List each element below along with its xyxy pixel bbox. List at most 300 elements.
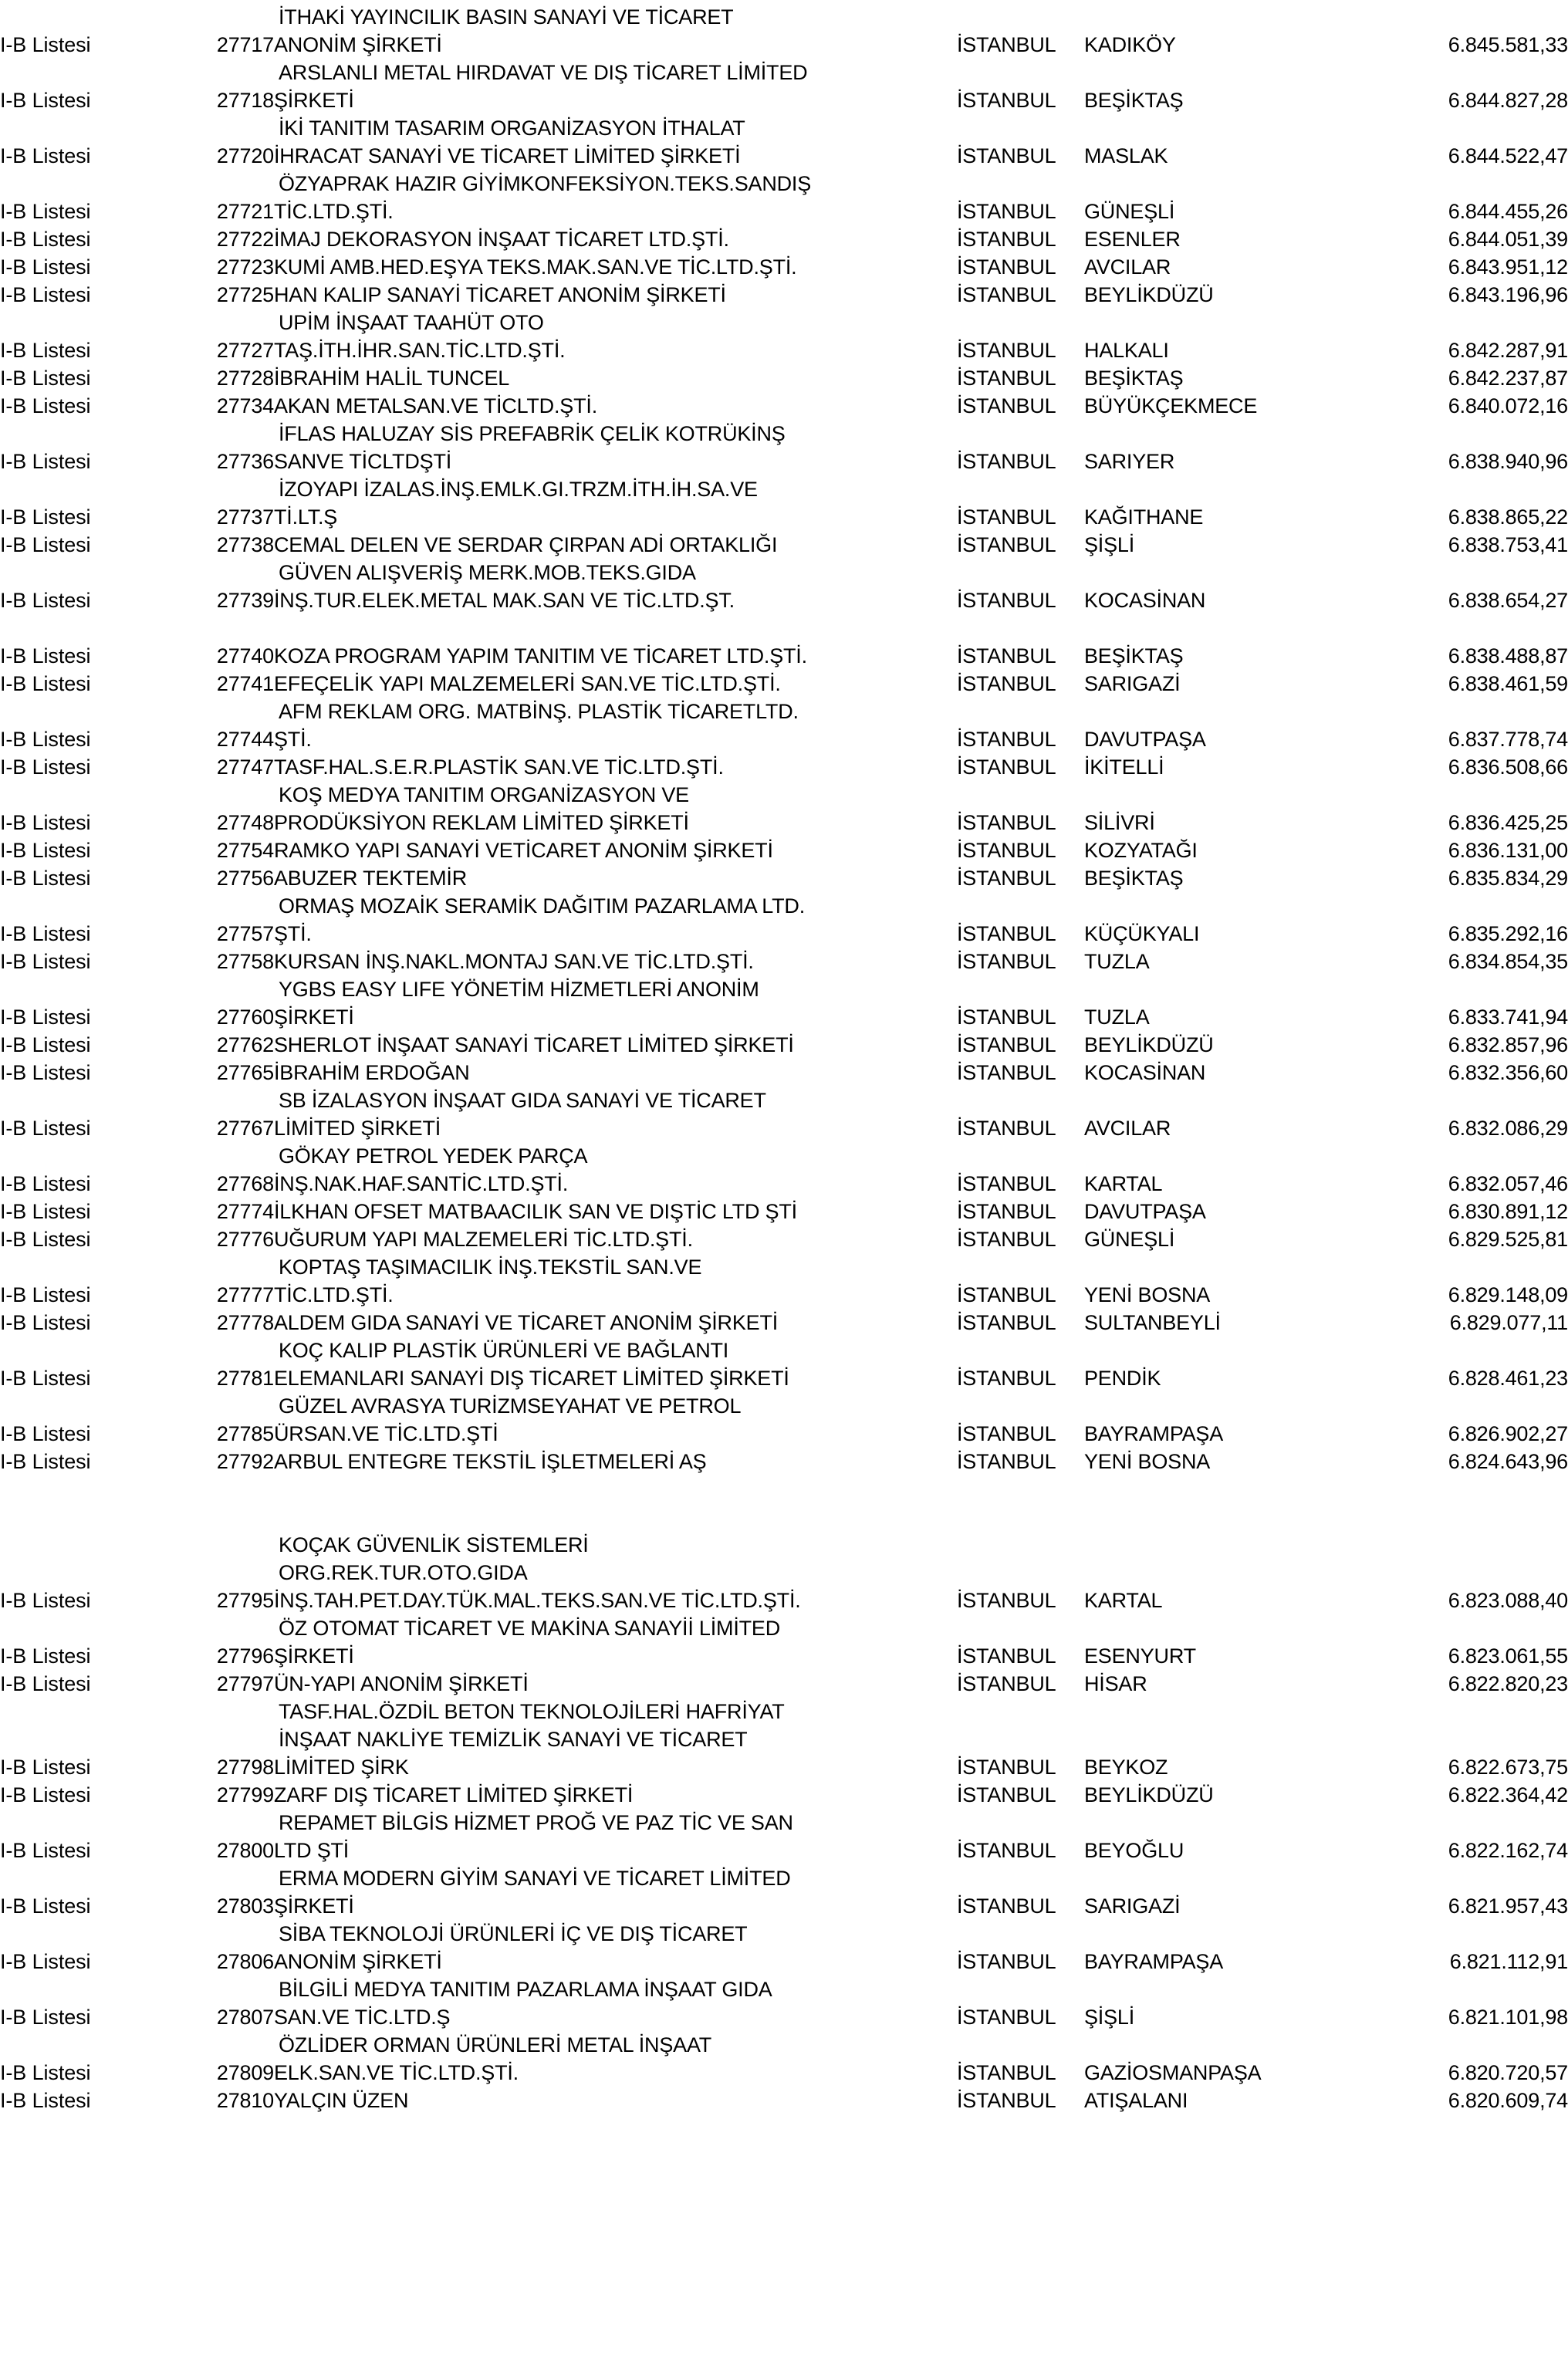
debt-amount: 6.829.148,09 xyxy=(1448,1283,1568,1306)
debt-amount: 6.835.834,29 xyxy=(1448,867,1568,890)
debt-amount: 6.826.902,27 xyxy=(1448,1422,1568,1445)
debt-amount: 6.833.741,94 xyxy=(1448,1005,1568,1029)
table-row-continuation xyxy=(0,1861,1568,1889)
city-name: İSTANBUL xyxy=(957,839,1056,862)
district-name: DAVUTPAŞA xyxy=(1084,728,1206,751)
company-name: AKAN METALSAN.VE TİCLTD.ŞTİ. xyxy=(274,394,597,417)
company-name-continuation: İNŞAAT NAKLİYE TEMİZLİK SANAYİ VE TİCARET xyxy=(279,1728,748,1751)
spacer-cell xyxy=(170,1917,185,1945)
list-label-empty xyxy=(0,1917,170,1945)
debt-amount: 6.838.461,59 xyxy=(1448,672,1568,695)
sequence-number: 27810 xyxy=(216,2089,274,2112)
city-name: İSTANBUL xyxy=(957,144,1056,167)
table-row xyxy=(0,278,1568,306)
city-empty xyxy=(957,306,1084,333)
city-empty xyxy=(957,56,1084,83)
list-label-empty xyxy=(0,1972,170,2000)
city-name: İSTANBUL xyxy=(957,1450,1056,1473)
spacer-row xyxy=(0,611,1568,639)
spacer-cell xyxy=(170,1333,185,1361)
district-name: SARIYER xyxy=(1084,450,1175,473)
company-name: ŞİRKETİ xyxy=(274,1894,354,1918)
spacer-cell xyxy=(170,0,185,28)
table-row xyxy=(0,583,1568,611)
district-name: GÜNEŞLİ xyxy=(1084,1228,1175,1251)
debt-amount: 6.838.940,96 xyxy=(1448,450,1568,473)
sequence-number: 27807 xyxy=(216,2006,274,2029)
city-name: İSTANBUL xyxy=(957,1644,1056,1668)
debt-amount: 6.822.820,23 xyxy=(1448,1672,1568,1695)
table-row xyxy=(0,1833,1568,1861)
city-name: İSTANBUL xyxy=(957,589,1056,612)
list-label: I-B Listesi xyxy=(0,283,91,306)
spacer-cell xyxy=(170,1972,185,2000)
spacer-cell xyxy=(170,83,185,111)
district-name: GAZİOSMANPAŞA xyxy=(1084,2061,1262,2084)
district-name: AVCILAR xyxy=(1084,255,1171,279)
company-name-continuation: YGBS EASY LIFE YÖNETİM HİZMETLERİ ANONİM xyxy=(279,978,759,1001)
spacer-cell xyxy=(170,1389,185,1417)
district-empty xyxy=(1084,1139,1316,1167)
spacer-cell xyxy=(170,1000,185,1028)
district-name: BÜYÜKÇEKMECE xyxy=(1084,394,1258,417)
company-name: ZARF DIŞ TİCARET LİMİTED ŞİRKETİ xyxy=(274,1783,634,1806)
list-label: I-B Listesi xyxy=(0,533,91,556)
table-row xyxy=(0,1195,1568,1222)
amount-empty xyxy=(1316,1722,1568,1750)
spacer-cell xyxy=(170,250,185,278)
city-name: İSTANBUL xyxy=(957,1117,1056,1140)
table-row-continuation xyxy=(0,1611,1568,1639)
list-label: I-B Listesi xyxy=(0,755,91,779)
list-label-empty xyxy=(0,1250,170,1278)
city-name: İSTANBUL xyxy=(957,1422,1056,1445)
spacer-cell xyxy=(170,1695,185,1722)
list-label-empty xyxy=(0,111,170,139)
table-row-continuation xyxy=(0,1083,1568,1111)
amount-empty xyxy=(1316,695,1568,722)
city-name: İSTANBUL xyxy=(957,1894,1056,1918)
sequence-number-empty xyxy=(185,1389,274,1417)
sequence-number-empty xyxy=(185,1695,274,1722)
table-row-continuation xyxy=(0,695,1568,722)
sequence-number-empty xyxy=(185,695,274,722)
spacer-cell xyxy=(170,1639,185,1667)
sequence-number: 27758 xyxy=(216,950,274,973)
city-name: İSTANBUL xyxy=(957,672,1056,695)
district-name: YENİ BOSNA xyxy=(1084,1450,1211,1473)
company-name-continuation: BİLGİLİ MEDYA TANITIM PAZARLAMA İNŞAAT GIDA xyxy=(279,1978,772,2001)
district-name: SARIGAZİ xyxy=(1084,1894,1181,1918)
city-name: İSTANBUL xyxy=(957,1783,1056,1806)
table-row-continuation xyxy=(0,472,1568,500)
city-empty xyxy=(957,1861,1084,1889)
list-label: I-B Listesi xyxy=(0,922,91,945)
sequence-number: 27722 xyxy=(216,228,274,251)
amount-empty xyxy=(1316,889,1568,917)
sequence-number: 27785 xyxy=(216,1422,274,1445)
city-name: İSTANBUL xyxy=(957,867,1056,890)
city-name: İSTANBUL xyxy=(957,2061,1056,2084)
company-name: ŞTİ. xyxy=(274,922,312,945)
city-name: İSTANBUL xyxy=(957,200,1056,223)
district-name: BEYLİKDÜZÜ xyxy=(1084,1783,1214,1806)
list-label: I-B Listesi xyxy=(0,867,91,890)
spacer-cell xyxy=(170,444,185,472)
company-name: TİC.LTD.ŞTİ. xyxy=(274,1283,394,1306)
table-row xyxy=(0,806,1568,833)
company-name: ŞTİ. xyxy=(274,728,312,751)
list-label: I-B Listesi xyxy=(0,1367,91,1390)
debt-amount: 6.832.857,96 xyxy=(1448,1033,1568,1056)
city-name: İSTANBUL xyxy=(957,339,1056,362)
district-name: BEYLİKDÜZÜ xyxy=(1084,283,1214,306)
sequence-number: 27806 xyxy=(216,1950,274,1973)
district-empty xyxy=(1084,306,1316,333)
spacer-cell xyxy=(170,1167,185,1195)
table-row-continuation xyxy=(0,2028,1568,2056)
spacer-row xyxy=(0,1472,1568,1500)
city-empty xyxy=(957,1695,1084,1722)
amount-empty xyxy=(1316,1139,1568,1167)
company-name-continuation: ARSLANLI METAL HIRDAVAT VE DIŞ TİCARET LİMİTED xyxy=(279,61,808,84)
company-name: SHERLOT İNŞAAT SANAYİ TİCARET LİMİTED ŞİRKETİ xyxy=(274,1033,794,1056)
debt-amount: 6.829.077,11 xyxy=(1449,1311,1568,1334)
spacer-cell xyxy=(170,1056,185,1083)
spacer-cell xyxy=(170,1667,185,1695)
debt-amount: 6.823.088,40 xyxy=(1448,1589,1568,1612)
table-row xyxy=(0,139,1568,167)
debt-amount: 6.820.609,74 xyxy=(1448,2089,1568,2112)
debt-amount: 6.836.508,66 xyxy=(1448,755,1568,779)
district-empty xyxy=(1084,1083,1316,1111)
spacer-cell xyxy=(170,1028,185,1056)
company-name: CEMAL DELEN VE SERDAR ÇIRPAN ADİ ORTAKLIĞI xyxy=(274,533,778,556)
table-row xyxy=(0,333,1568,361)
spacer-cell xyxy=(170,556,185,583)
company-name-continuation: İKİ TANITIM TASARIM ORGANİZASYON İTHALAT xyxy=(279,117,745,140)
company-name: İNŞ.TAH.PET.DAY.TÜK.MAL.TEKS.SAN.VE TİC.LTD.ŞTİ. xyxy=(274,1589,801,1612)
spacer-cell xyxy=(170,222,185,250)
spacer-cell xyxy=(0,611,1568,639)
spacer-cell xyxy=(170,278,185,306)
company-name-continuation: KOŞ MEDYA TANITIM ORGANİZASYON VE xyxy=(279,783,689,806)
list-label-empty xyxy=(0,2028,170,2056)
table-row-continuation xyxy=(0,1528,1568,1556)
list-label-empty xyxy=(0,889,170,917)
sequence-number: 27757 xyxy=(216,922,274,945)
sequence-number: 27762 xyxy=(216,1033,274,1056)
district-empty xyxy=(1084,1861,1316,1889)
debt-amount: 6.844.051,39 xyxy=(1448,228,1568,251)
list-label: I-B Listesi xyxy=(0,1950,91,1973)
spacer-cell xyxy=(170,194,185,222)
debt-amount: 6.844.827,28 xyxy=(1448,89,1568,112)
amount-empty xyxy=(1316,1972,1568,2000)
list-label-empty xyxy=(0,1611,170,1639)
sequence-number: 27721 xyxy=(216,200,274,223)
list-label: I-B Listesi xyxy=(0,1589,91,1612)
list-label: I-B Listesi xyxy=(0,1839,91,1862)
city-empty xyxy=(957,889,1084,917)
list-label: I-B Listesi xyxy=(0,1283,91,1306)
list-label: I-B Listesi xyxy=(0,505,91,529)
sequence-number-empty xyxy=(185,111,274,139)
company-name: KURSAN İNŞ.NAKL.MONTAJ SAN.VE TİC.LTD.ŞTİ. xyxy=(274,950,754,973)
district-empty xyxy=(1084,1528,1316,1556)
district-name: AVCILAR xyxy=(1084,1117,1171,1140)
sequence-number: 27796 xyxy=(216,1644,274,1668)
sequence-number-empty xyxy=(185,1806,274,1833)
city-name: İSTANBUL xyxy=(957,228,1056,251)
table-row xyxy=(0,83,1568,111)
company-name-continuation: AFM REKLAM ORG. MATBİNŞ. PLASTİK TİCARETLTD. xyxy=(279,700,799,723)
amount-empty xyxy=(1316,972,1568,1000)
company-name: Tİ.LT.Ş xyxy=(274,505,338,529)
table-row xyxy=(0,833,1568,861)
table-row xyxy=(0,1111,1568,1139)
district-name: DAVUTPAŞA xyxy=(1084,1200,1206,1223)
city-name: İSTANBUL xyxy=(957,1756,1056,1779)
company-name-continuation: UPİM İNŞAAT TAAHÜT OTO xyxy=(279,311,544,334)
spacer-cell xyxy=(170,1306,185,1333)
city-name: İSTANBUL xyxy=(957,1839,1056,1862)
city-name: İSTANBUL xyxy=(957,2006,1056,2029)
company-name-continuation: ERMA MODERN GİYİM SANAYİ VE TİCARET LİMİTED xyxy=(279,1867,791,1890)
table-row-continuation xyxy=(0,56,1568,83)
debt-amount: 6.832.086,29 xyxy=(1448,1117,1568,1140)
city-empty xyxy=(957,556,1084,583)
sequence-number-empty xyxy=(185,1861,274,1889)
company-name: ELK.SAN.VE TİC.LTD.ŞTİ. xyxy=(274,2061,519,2084)
city-empty xyxy=(957,1611,1084,1639)
debt-amount: 6.823.061,55 xyxy=(1448,1644,1568,1668)
district-name: KARTAL xyxy=(1084,1172,1163,1195)
district-empty xyxy=(1084,167,1316,194)
list-label: I-B Listesi xyxy=(0,144,91,167)
list-label: I-B Listesi xyxy=(0,255,91,279)
sequence-number: 27803 xyxy=(216,1894,274,1918)
sequence-number-empty xyxy=(185,972,274,1000)
district-name: KOCASİNAN xyxy=(1084,589,1206,612)
table-row-continuation xyxy=(0,417,1568,444)
list-label: I-B Listesi xyxy=(0,1672,91,1695)
table-row-continuation xyxy=(0,1917,1568,1945)
spacer-cell xyxy=(170,2084,185,2111)
company-name-continuation: İTHAKİ YAYINCILIK BASIN SANAYİ VE TİCARET xyxy=(279,5,734,29)
spacer-row xyxy=(0,1500,1568,1528)
city-empty xyxy=(957,695,1084,722)
company-name-continuation: TASF.HAL.ÖZDİL BETON TEKNOLOJİLERİ HAFRİYAT xyxy=(279,1700,785,1723)
list-label-empty xyxy=(0,1806,170,1833)
district-name: BEYKOZ xyxy=(1084,1756,1168,1779)
list-label: I-B Listesi xyxy=(0,1422,91,1445)
spacer-cell xyxy=(170,972,185,1000)
sequence-number: 27756 xyxy=(216,867,274,890)
spacer-cell xyxy=(170,167,185,194)
list-label: I-B Listesi xyxy=(0,811,91,834)
city-name: İSTANBUL xyxy=(957,89,1056,112)
spacer-cell xyxy=(170,778,185,806)
district-name: KARTAL xyxy=(1084,1589,1163,1612)
list-label-empty xyxy=(0,778,170,806)
district-empty xyxy=(1084,1917,1316,1945)
sequence-number: 27767 xyxy=(216,1117,274,1140)
sequence-number-empty xyxy=(185,889,274,917)
table-row xyxy=(0,1167,1568,1195)
district-name: ŞİŞLİ xyxy=(1084,2006,1135,2029)
list-label-empty xyxy=(0,167,170,194)
city-name: İSTANBUL xyxy=(957,728,1056,751)
spacer-cell xyxy=(170,306,185,333)
debt-amount: 6.832.356,60 xyxy=(1448,1061,1568,1084)
spacer-cell xyxy=(170,1222,185,1250)
district-name: TUZLA xyxy=(1084,950,1150,973)
table-row xyxy=(0,1278,1568,1306)
city-name: İSTANBUL xyxy=(957,1061,1056,1084)
city-name: İSTANBUL xyxy=(957,922,1056,945)
table-row-continuation xyxy=(0,1139,1568,1167)
table-row xyxy=(0,667,1568,695)
spacer-cell xyxy=(170,361,185,389)
table-row xyxy=(0,194,1568,222)
company-name-continuation: REPAMET BİLGİS HİZMET PROĞ VE PAZ TİC VE SAN xyxy=(279,1811,793,1834)
debt-amount: 6.836.425,25 xyxy=(1448,811,1568,834)
spacer-cell xyxy=(170,1083,185,1111)
debt-amount: 6.838.753,41 xyxy=(1448,533,1568,556)
district-name: KOCASİNAN xyxy=(1084,1061,1206,1084)
debt-amount: 6.824.643,96 xyxy=(1448,1450,1568,1473)
table-row-continuation xyxy=(0,167,1568,194)
city-name: İSTANBUL xyxy=(957,1311,1056,1334)
amount-empty xyxy=(1316,1333,1568,1361)
debt-amount: 6.821.101,98 xyxy=(1448,2006,1568,2029)
table-row-continuation xyxy=(0,111,1568,139)
city-empty xyxy=(957,2028,1084,2056)
city-name: İSTANBUL xyxy=(957,33,1056,56)
list-label-empty xyxy=(0,0,170,28)
list-label: I-B Listesi xyxy=(0,589,91,612)
district-name: BEŞİKTAŞ xyxy=(1084,89,1184,112)
amount-empty xyxy=(1316,778,1568,806)
sequence-number: 27765 xyxy=(216,1061,274,1084)
sequence-number-empty xyxy=(185,1083,274,1111)
city-name: İSTANBUL xyxy=(957,1228,1056,1251)
amount-empty xyxy=(1316,0,1568,28)
sequence-number: 27795 xyxy=(216,1589,274,1612)
city-empty xyxy=(957,1139,1084,1167)
district-name: BEŞİKTAŞ xyxy=(1084,367,1184,390)
company-name: ÜRSAN.VE TİC.LTD.ŞTİ xyxy=(274,1422,498,1445)
district-name: KOZYATAĞI xyxy=(1084,839,1198,862)
company-name: ALDEM GIDA SANAYİ VE TİCARET ANONİM ŞİRKETİ xyxy=(274,1311,779,1334)
amount-empty xyxy=(1316,111,1568,139)
company-name: TAŞ.İTH.İHR.SAN.TİC.LTD.ŞTİ. xyxy=(274,339,566,362)
debt-amount: 6.828.461,23 xyxy=(1448,1367,1568,1390)
sequence-number: 27797 xyxy=(216,1672,274,1695)
list-label-empty xyxy=(0,556,170,583)
spacer-cell xyxy=(170,1750,185,1778)
sequence-number: 27781 xyxy=(216,1367,274,1390)
debt-amount: 6.832.057,46 xyxy=(1448,1172,1568,1195)
city-name: İSTANBUL xyxy=(957,1283,1056,1306)
district-name: TUZLA xyxy=(1084,1005,1150,1029)
district-name: BEYLİKDÜZÜ xyxy=(1084,1033,1214,1056)
list-label: I-B Listesi xyxy=(0,2006,91,2029)
sequence-number-empty xyxy=(185,472,274,500)
company-name: İHRACAT SANAYİ VE TİCARET LİMİTED ŞİRKETİ xyxy=(274,144,741,167)
debt-amount: 6.820.720,57 xyxy=(1448,2061,1568,2084)
city-name: İSTANBUL xyxy=(957,533,1056,556)
list-label: I-B Listesi xyxy=(0,1172,91,1195)
sequence-number: 27727 xyxy=(216,339,274,362)
city-empty xyxy=(957,1806,1084,1833)
debt-amount: 6.843.951,12 xyxy=(1448,255,1568,279)
city-empty xyxy=(957,0,1084,28)
table-row-continuation xyxy=(0,1389,1568,1417)
district-empty xyxy=(1084,111,1316,139)
amount-empty xyxy=(1316,1917,1568,1945)
district-name: BAYRAMPAŞA xyxy=(1084,1950,1224,1973)
list-label: I-B Listesi xyxy=(0,2089,91,2112)
district-name: KADIKÖY xyxy=(1084,33,1176,56)
sequence-number: 27740 xyxy=(216,644,274,667)
sequence-number: 27792 xyxy=(216,1450,274,1473)
district-name: YENİ BOSNA xyxy=(1084,1283,1211,1306)
table-row xyxy=(0,361,1568,389)
district-name: MASLAK xyxy=(1084,144,1168,167)
city-empty xyxy=(957,972,1084,1000)
spacer-cell xyxy=(170,139,185,167)
city-empty xyxy=(957,111,1084,139)
spacer-cell xyxy=(0,1500,1568,1528)
list-label: I-B Listesi xyxy=(0,672,91,695)
list-label: I-B Listesi xyxy=(0,839,91,862)
sequence-number: 27748 xyxy=(216,811,274,834)
spacer-cell xyxy=(170,2028,185,2056)
spacer-cell xyxy=(170,833,185,861)
district-name: BAYRAMPAŞA xyxy=(1084,1422,1224,1445)
company-name: İLKHAN OFSET MATBAACILIK SAN VE DIŞTİC LTD ŞTİ xyxy=(274,1200,797,1223)
debt-amount: 6.842.287,91 xyxy=(1448,339,1568,362)
spacer-cell xyxy=(170,333,185,361)
table-row xyxy=(0,2084,1568,2111)
list-label-empty xyxy=(0,1389,170,1417)
list-label: I-B Listesi xyxy=(0,1450,91,1473)
amount-empty xyxy=(1316,556,1568,583)
city-name: İSTANBUL xyxy=(957,255,1056,279)
spacer-cell xyxy=(170,1778,185,1806)
list-label: I-B Listesi xyxy=(0,1005,91,1029)
city-name: İSTANBUL xyxy=(957,367,1056,390)
company-name: ABUZER TEKTEMİR xyxy=(274,867,468,890)
district-name: BEŞİKTAŞ xyxy=(1084,867,1184,890)
table-row-continuation xyxy=(0,1556,1568,1583)
list-label: I-B Listesi xyxy=(0,644,91,667)
company-name: İMAJ DEKORASYON İNŞAAT TİCARET LTD.ŞTİ. xyxy=(274,228,729,251)
list-label-empty xyxy=(0,306,170,333)
company-name: LİMİTED ŞİRKETİ xyxy=(274,1117,441,1140)
company-name-continuation: SİBA TEKNOLOJİ ÜRÜNLERİ İÇ VE DIŞ TİCARET xyxy=(279,1922,748,1945)
list-label: I-B Listesi xyxy=(0,728,91,751)
sequence-number: 27738 xyxy=(216,533,274,556)
city-name: İSTANBUL xyxy=(957,1033,1056,1056)
city-name: İSTANBUL xyxy=(957,1172,1056,1195)
list-label: I-B Listesi xyxy=(0,200,91,223)
city-name: İSTANBUL xyxy=(957,1005,1056,1029)
table-row xyxy=(0,1639,1568,1667)
district-empty xyxy=(1084,1722,1316,1750)
